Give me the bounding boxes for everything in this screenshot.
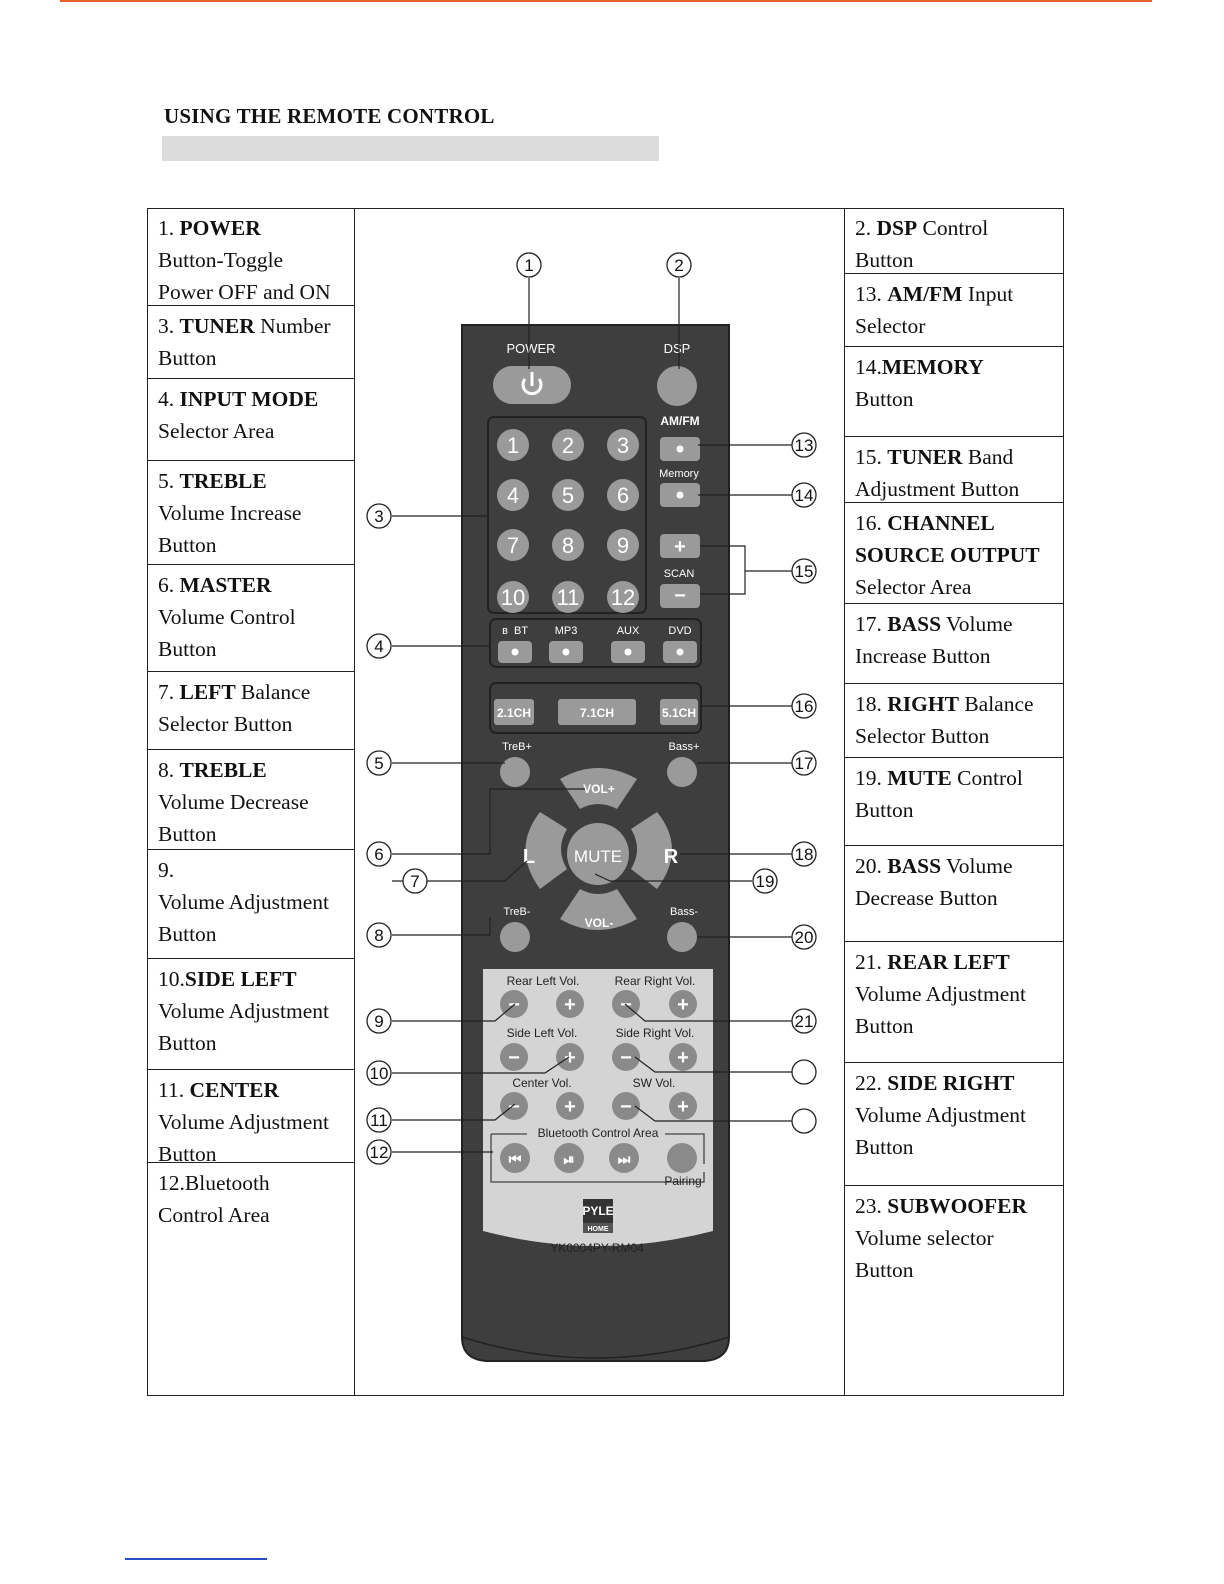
legend-item [147, 959, 355, 1070]
legend-number: 21. [855, 950, 888, 974]
top-rule [60, 0, 1152, 2]
legend-number: 23. [855, 1194, 888, 1218]
pairing-button[interactable] [667, 1143, 697, 1173]
legend-text: Control [951, 766, 1023, 790]
treble-minus-button[interactable] [500, 922, 530, 952]
legend-item [147, 850, 355, 959]
legend-text: Selector [855, 314, 926, 338]
callout-number: 12 [369, 1143, 389, 1162]
legend-text: Button [158, 346, 217, 370]
legend-number: 20. [855, 854, 888, 878]
legend-item [147, 306, 355, 379]
callout-number: 1 [524, 256, 534, 275]
legend-text: Selector Button [158, 712, 293, 736]
callout-number: 17 [794, 754, 814, 773]
legend-item [844, 503, 1064, 604]
number-label: 9 [616, 533, 630, 558]
legend-number: 3. [158, 314, 180, 338]
legend-item [147, 565, 355, 672]
svg-text:−: − [620, 1096, 632, 1118]
legend-item [844, 437, 1064, 503]
channel-buttons [494, 699, 698, 725]
legend-text: Control [917, 216, 989, 240]
legend-keyword: SOURCE OUTPUT [855, 543, 1040, 567]
svg-text:+: + [674, 536, 686, 558]
legend-number: 14. [855, 355, 882, 379]
number-label: 2 [561, 433, 575, 458]
legend-text: Power OFF and ON [158, 280, 331, 304]
legend-text: Button [158, 822, 217, 846]
pairing-label: Pairing [664, 1174, 702, 1188]
input-mode-label: MP3 [554, 625, 578, 637]
svg-text:−: − [508, 1096, 520, 1118]
memory-label: Memory [659, 468, 699, 480]
legend-keyword: SIDE RIGHT [887, 1071, 1015, 1095]
input-mode-label: DVD [668, 625, 692, 637]
svg-text:+: + [677, 994, 689, 1016]
callout-number: 20 [794, 928, 814, 947]
legend-keyword: TUNER [887, 445, 963, 469]
legend-number: 19. [855, 766, 888, 790]
bluetooth-icon: ʙ [502, 625, 508, 637]
bass-plus-button[interactable] [667, 757, 697, 787]
legend-number: 22. [855, 1071, 888, 1095]
legend-number: 2. [855, 216, 877, 240]
legend-text: Balance [235, 680, 311, 704]
legend-text: Button [158, 533, 217, 557]
vol-up-label: VOL+ [583, 782, 615, 796]
legend-text: Volume Adjustment [855, 982, 1027, 1006]
vol-down-label: VOL- [584, 916, 614, 930]
number-label: 1 [506, 433, 520, 458]
legend-number: 11. [158, 1078, 190, 1102]
legend-number: 7. [158, 680, 180, 704]
legend-item [844, 1186, 1064, 1396]
rear-left-label: Rear Left Vol. [506, 974, 580, 988]
legend-keyword: AM/FM [887, 282, 963, 306]
input-mode-label: BT [513, 625, 529, 637]
legend-keyword: DSP [876, 216, 918, 240]
bass-minus-label: Bass- [669, 906, 699, 918]
legend-text: Button [855, 1014, 914, 1038]
legend-number: 18. [855, 692, 888, 716]
callout-number: 9 [374, 1012, 384, 1031]
legend-keyword: LEFT [179, 680, 236, 704]
remote-illustration [355, 209, 844, 1395]
callout-number: 13 [794, 436, 814, 455]
side-right-label: Side Right Vol. [615, 1026, 695, 1040]
legend-text: Button [158, 1031, 217, 1055]
side-left-label: Side Left Vol. [506, 1026, 578, 1040]
legend-keyword: BASS [887, 612, 942, 636]
legend-text: Button [855, 1258, 914, 1282]
number-label: 5 [561, 483, 575, 508]
legend-number: 1. [158, 216, 180, 240]
legend-keyword: RIGHT [887, 692, 959, 716]
channel-label: 7.1CH [579, 706, 615, 720]
callout-number: 19 [755, 872, 775, 891]
power-label: POWER [506, 341, 556, 356]
callout-circle [792, 1060, 816, 1084]
legend-text: Button [855, 798, 914, 822]
legend-item [844, 347, 1064, 437]
svg-text:+: + [677, 1096, 689, 1118]
legend-text: Volume Control [158, 605, 296, 629]
legend-item [844, 942, 1064, 1063]
sw-label: SW Vol. [632, 1076, 676, 1090]
svg-text:PYLE: PYLE [582, 1204, 614, 1218]
legend-keyword: MUTE [887, 766, 952, 790]
legend-item [147, 672, 355, 750]
legend-number: 9. [158, 858, 175, 882]
input-mode-label: AUX [616, 625, 640, 637]
legend-text: Volume Adjustment [855, 1103, 1027, 1127]
callout-number: 3 [374, 507, 384, 526]
legend-text: Button [855, 1135, 914, 1159]
pyle-home-logo [582, 1199, 613, 1233]
legend-number: 10. [158, 967, 185, 991]
callout-number: 16 [794, 697, 814, 716]
channel-label: 5.1CH [661, 706, 697, 720]
footer-link-underline [125, 1558, 267, 1560]
bt-area-label: Bluetooth Control Area [537, 1126, 659, 1140]
legend-keyword: TUNER [179, 314, 255, 338]
legend-number: 4. [158, 387, 180, 411]
legend-item [147, 379, 355, 461]
legend-item [147, 461, 355, 565]
legend-text: Button-Toggle [158, 248, 284, 272]
legend-keyword: MEMORY [881, 355, 984, 379]
legend-item [844, 604, 1064, 684]
legend-keyword: POWER [179, 216, 261, 240]
channel-label: 2.1CH [496, 706, 532, 720]
next-icon: ⏭ [617, 1151, 631, 1167]
page-heading: USING THE REMOTE CONTROL [164, 104, 495, 128]
scan-label: SCAN [663, 568, 695, 580]
legend-text: Volume Decrease [158, 790, 309, 814]
svg-text:−: − [508, 1047, 520, 1069]
number-label: 8 [561, 533, 575, 558]
bass-plus-label: Bass+ [668, 741, 700, 753]
legend-item [147, 750, 355, 850]
callout-number: 7 [410, 872, 420, 891]
legend-text: Button [158, 1142, 217, 1166]
legend-text: Increase Button [855, 644, 991, 668]
legend-keyword: CENTER [189, 1078, 280, 1102]
svg-text:−: − [508, 994, 520, 1016]
previous-icon: ⏮ [508, 1151, 522, 1167]
svg-text:+: + [564, 1096, 576, 1118]
legend-text: Control Area [158, 1203, 270, 1227]
legend-number: 15. [855, 445, 888, 469]
number-label: 7 [506, 533, 520, 558]
legend-keyword: TREBLE [179, 758, 267, 782]
legend-item [844, 274, 1064, 347]
legend-item [147, 208, 355, 306]
legend-text: Band [962, 445, 1014, 469]
center-label: Center Vol. [512, 1076, 572, 1090]
callout-number: 18 [794, 845, 814, 864]
left-balance-label: L [522, 846, 536, 868]
svg-text:−: − [674, 585, 686, 607]
legend-text: Button [158, 922, 217, 946]
legend-number: 13. [855, 282, 888, 306]
callout-number: 4 [374, 637, 384, 656]
callout-number: 15 [794, 562, 814, 581]
number-label: 12 [610, 585, 636, 610]
legend-text: Input [962, 282, 1014, 306]
legend-item [147, 1163, 355, 1396]
dsp-label: DSP [663, 341, 691, 356]
legend-number: 5. [158, 469, 180, 493]
svg-text:HOME: HOME [587, 1226, 609, 1233]
legend-keyword: SUBWOOFER [887, 1194, 1028, 1218]
callout-number: 14 [794, 486, 814, 505]
legend-item [844, 208, 1064, 274]
number-label: 11 [556, 585, 580, 610]
legend-text: Button [855, 387, 914, 411]
legend-text: Volume Adjustment [158, 999, 330, 1023]
svg-text:−: − [620, 1047, 632, 1069]
legend-number: 12.Bluetooth [158, 1171, 270, 1195]
legend-keyword: INPUT MODE [179, 387, 319, 411]
legend-keyword: CHANNEL [887, 511, 995, 535]
legend-item [844, 684, 1064, 758]
treble-plus-label: TreB+ [502, 741, 532, 753]
play-pause-icon: ⏯ [563, 1151, 575, 1167]
legend-text: Volume Adjustment [158, 1110, 330, 1134]
legend-keyword: BASS [887, 854, 942, 878]
number-label: 3 [616, 433, 630, 458]
legend-item [844, 758, 1064, 846]
legend-text: Balance [958, 692, 1034, 716]
legend-text: Volume [941, 612, 1013, 636]
right-balance-label: R [663, 846, 679, 868]
legend-number: 16. [855, 511, 888, 535]
amfm-label: AM/FM [660, 414, 700, 428]
legend-number: 17. [855, 612, 888, 636]
heading-bar [162, 136, 659, 161]
legend-text: Volume Adjustment [158, 890, 330, 914]
callout-number: 6 [374, 845, 384, 864]
legend-item [844, 1063, 1064, 1186]
callout-number: 21 [794, 1012, 814, 1031]
legend-text: Volume selector [855, 1226, 994, 1250]
legend-item [147, 1070, 355, 1166]
legend-text: Number [254, 314, 331, 338]
legend-text: Volume [941, 854, 1013, 878]
dsp-button[interactable] [657, 366, 697, 406]
legend-number: 8. [158, 758, 180, 782]
callout-number: 5 [374, 754, 384, 773]
legend-text: Selector Button [855, 724, 990, 748]
legend-text: Decrease Button [855, 886, 998, 910]
svg-text:+: + [564, 994, 576, 1016]
callout-number: 2 [674, 256, 684, 275]
legend-text: Button [855, 248, 914, 272]
callout-number: 8 [374, 926, 384, 945]
rear-right-label: Rear Right Vol. [614, 974, 696, 988]
treble-minus-label: TreB- [503, 906, 531, 918]
legend-text: Selector Area [158, 419, 275, 443]
bass-minus-button[interactable] [667, 922, 697, 952]
svg-text:−: − [620, 994, 632, 1016]
treble-plus-button[interactable] [500, 757, 530, 787]
legend-keyword: TREBLE [179, 469, 267, 493]
legend-item [844, 846, 1064, 942]
legend-number: 6. [158, 573, 180, 597]
legend-keyword: SIDE LEFT [184, 967, 297, 991]
model-number: YK0004PY-RM04 [550, 1241, 644, 1255]
mute-label: MUTE [573, 847, 623, 866]
number-label: 4 [506, 483, 520, 508]
legend-keyword: REAR LEFT [887, 950, 1010, 974]
number-label: 10 [500, 585, 526, 610]
callout-number: 10 [369, 1064, 389, 1083]
legend-text: Adjustment Button [855, 477, 1020, 501]
svg-text:+: + [677, 1047, 689, 1069]
legend-text: Button [158, 637, 217, 661]
callout-number: 11 [370, 1111, 388, 1130]
callout-circle [792, 1109, 816, 1133]
legend-text: Selector Area [855, 575, 972, 599]
legend-text: Volume Increase [158, 501, 302, 525]
svg-text:+: + [564, 1047, 576, 1069]
legend-keyword: MASTER [179, 573, 272, 597]
number-label: 6 [616, 483, 630, 508]
